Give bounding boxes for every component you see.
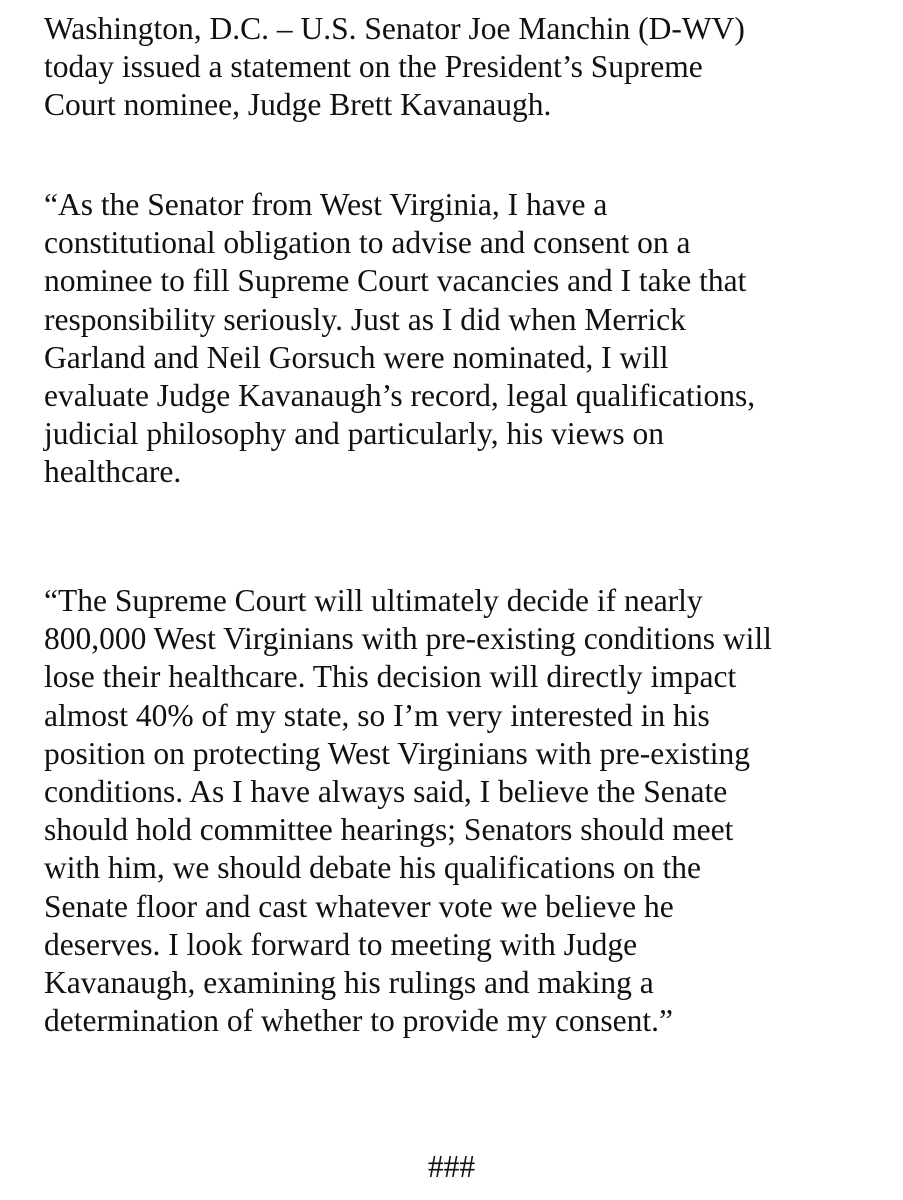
end-of-release-mark: ### — [427, 1149, 476, 1184]
text-line: with him, we should debate his qualifications on the — [44, 850, 702, 886]
text-line: Senate floor and cast whatever vote we believe he — [44, 888, 674, 924]
text-line: deserves. I look forward to meeting with Judge — [44, 926, 638, 962]
text-line: almost 40% of my state, so I’m very interested in his — [44, 697, 710, 733]
text-line: healthcare. — [44, 454, 182, 490]
text-line: “The Supreme Court will ultimately decide if nearly — [44, 583, 703, 618]
quote-paragraph-2 — [44, 582, 894, 1040]
text-line: today issued a statement on the President’s Supreme — [44, 49, 703, 85]
text-line: 800,000 West Virginians with pre-existing conditions will — [44, 621, 772, 657]
text-line: Kavanaugh, examining his rulings and making a — [44, 965, 654, 1001]
quote-paragraph-1 — [44, 186, 894, 492]
intro-paragraph — [44, 10, 894, 125]
text-line: Court nominee, Judge Brett Kavanaugh. — [44, 87, 552, 123]
text-line: determination of whether to provide my consent.” — [44, 1003, 673, 1039]
text-line: nominee to fill Supreme Court vacancies and I take that — [44, 263, 747, 299]
text-line: evaluate Judge Kavanaugh’s record, legal qualifications, — [44, 378, 756, 414]
text-line: “As the Senator from West Virginia, I have a — [44, 187, 608, 222]
text-line: lose their healthcare. This decision will directly impact — [44, 659, 737, 695]
text-line: judicial philosophy and particularly, his views on — [44, 416, 664, 452]
text-line: position on protecting West Virginians with pre-existing — [44, 735, 751, 771]
text-line: Washington, D.C. – U.S. Senator Joe Manchin (D-WV) — [44, 11, 745, 46]
text-line: Garland and Neil Gorsuch were nominated, I will — [44, 339, 669, 375]
text-line: responsibility seriously. Just as I did when Merrick — [44, 301, 686, 337]
text-line: should hold committee hearings; Senators should meet — [44, 812, 734, 848]
text-line: constitutional obligation to advise and consent on a — [44, 225, 691, 261]
text-line: conditions. As I have always said, I believe the Senate — [44, 774, 728, 810]
